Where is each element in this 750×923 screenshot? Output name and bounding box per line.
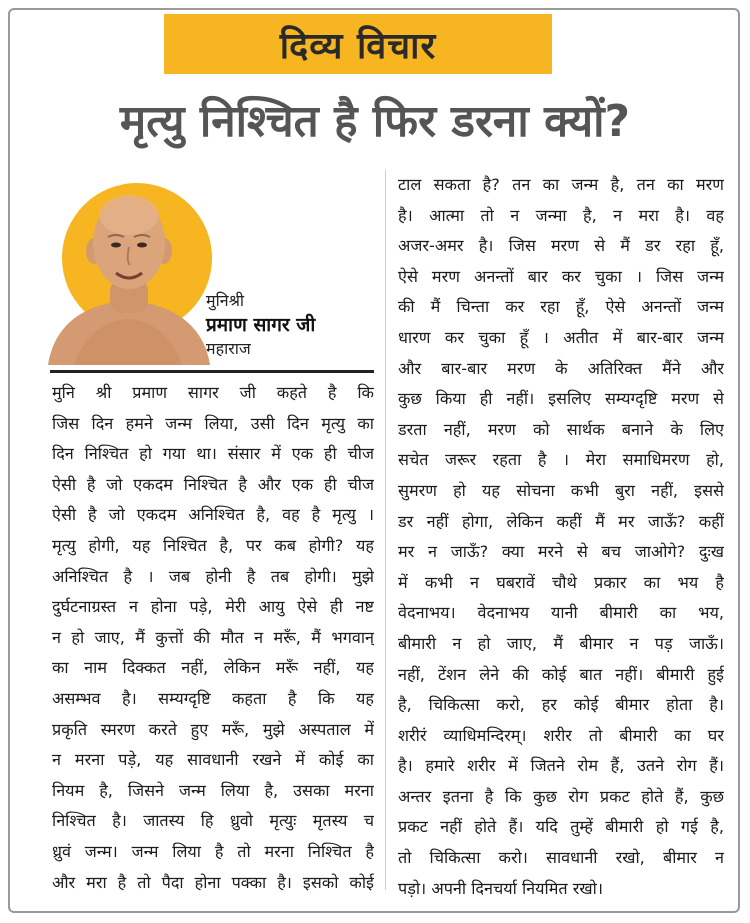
- right-column: [398, 170, 724, 904]
- text-line: डरता नहीं, मरण को सार्थक बनाने के लिए: [398, 419, 724, 439]
- text-line: और मरा है तो पैदा होना पक्का है। इसको कोई: [52, 872, 374, 892]
- text-line: सुमरण हो यह सोचना कभी बुरा नहीं, इससे: [398, 480, 724, 500]
- text-line: वेदनाभय। वेदनाभय यानी बीमारी का भय,: [398, 603, 724, 623]
- text-line: दिन निश्चित हो गया था। संसार में एक ही चीज: [52, 444, 374, 464]
- author-suffix: महाराज: [206, 339, 251, 358]
- text-line: बीमारी न हो जाए, मैं बीमार न पड़ जाऊँ।: [398, 633, 724, 653]
- left-column: [52, 378, 374, 898]
- text-line: सचेत जरूर रहता है । मेरा समाधिमरण हो,: [398, 450, 724, 470]
- text-line: का नाम दिक्कत नहीं, लेकिन मरूँ नहीं, यह: [52, 658, 374, 678]
- column-divider: [385, 170, 386, 890]
- text-line: तो चिकित्सा करो। सावधानी रखो, बीमार न: [398, 848, 724, 868]
- text-line: है। आत्मा तो न जन्मा है, न मरा है। वह: [398, 205, 724, 225]
- byline-divider: [50, 370, 374, 373]
- text-line: निश्चित है। जातस्य हि ध्रुवो मृत्युः मृतस्य च: [52, 811, 374, 831]
- text-line: धारण कर चुका हूँ । अतीत में बार-बार जन्म: [398, 327, 724, 347]
- text-line: है। हमारे शरीर में जितने रोम हैं, उतने रोग हैं।: [398, 756, 724, 776]
- text-line: पड़ो। अपनी दिनचर्या नियमित रखो।: [398, 878, 603, 898]
- section-banner: [164, 14, 552, 74]
- author-portrait-image: [44, 175, 212, 365]
- text-line: असम्भव है। सम्यग्दृष्टि कहता है कि यह: [52, 688, 374, 708]
- text-line: अनिश्चित है । जब होनी है तब होगी। मुझे: [52, 566, 374, 586]
- text-line: न मरना पड़े, यह सावधानी रखने में कोई का: [52, 750, 374, 770]
- text-line: प्रकृति स्मरण करते हुए मरूँ, मुझे अस्पताल में: [52, 719, 374, 739]
- text-line: डर नहीं होगा, लेकिन कहीं मैं मर जाऊँ? कहीं: [398, 511, 724, 531]
- text-line: प्रकट नहीं होते हैं। यदि तुम्हें बीमारी हो गई है,: [398, 817, 724, 837]
- author-name: प्रमाण सागर जी: [206, 314, 316, 336]
- text-line: की मैं चिन्ता कर रहा हूँ, ऐसे अनन्तों जन्म: [398, 297, 724, 317]
- text-line: मृत्यु होगी, यह निश्चित है, पर कब होगी? यह: [52, 535, 374, 555]
- text-line: में कभी न घबरावें चौथे प्रकार का भय है: [398, 572, 724, 592]
- text-line: जिस दिन हमने जन्म लिया, उसी दिन मृत्यु का: [52, 413, 374, 433]
- text-line: मुनि श्री प्रमाण सागर जी कहते है कि: [52, 383, 374, 402]
- text-line: नहीं, टेंशन लेने की कोई बात नहीं। बीमारी हुई: [398, 664, 724, 684]
- text-line: ध्रुवं जन्म। जन्म लिया है तो मरना निश्चित है: [52, 841, 374, 861]
- text-line: मर न जाऊँ? क्या मरने से बच जाओगे? दुःख: [398, 542, 724, 562]
- text-line: अन्तर इतना है कि कुछ रोग प्रकट होते हैं, कुछ: [398, 786, 724, 806]
- text-line: ऐसी है जो एकदम निश्चित है और एक ही चीज: [52, 474, 374, 494]
- text-line: ऐसे मरण अनन्तों बार कर चुका । जिस जन्म: [398, 266, 724, 286]
- text-line: न हो जाए, मैं कुत्तों की मौत न मरूँ, मैं भगवान्: [52, 627, 374, 647]
- text-line: ऐसी है जो एकदम अनिश्चित है, वह है मृत्यु ।: [52, 505, 374, 525]
- text-line: है, चिकित्सा करो, हर कोई बीमार होता है।: [398, 695, 724, 715]
- text-line: अजर-अमर है। जिस मरण से मैं डर रहा हूँ,: [398, 236, 724, 256]
- author-photo: [44, 175, 212, 365]
- text-line: नियम है, जिसने जन्म लिया है, उसका मरना: [52, 780, 374, 800]
- section-title: दिव्य विचार: [279, 25, 437, 67]
- text-line: शरीरं व्याधिमन्दिरम्। शरीर तो बीमारी का घर: [398, 725, 724, 745]
- text-line: दुर्घटनाग्रस्त न होना पड़े, मेरी आयु ऐसे ही नष्ट: [52, 597, 374, 617]
- text-line: कुछ किया ही नहीं। इसलिए सम्यग्दृष्टि मरण से: [398, 389, 724, 409]
- author-byline: [206, 290, 376, 360]
- author-prefix: मुनिश्री: [206, 291, 245, 310]
- article-headline: मृत्यु निश्चित है फिर डरना क्यों?: [119, 96, 631, 147]
- text-line: और बार-बार मरण के अतिरिक्त मैंने और: [398, 358, 724, 378]
- text-line: टाल सकता है? तन का जन्म है, तन का मरण: [398, 175, 724, 194]
